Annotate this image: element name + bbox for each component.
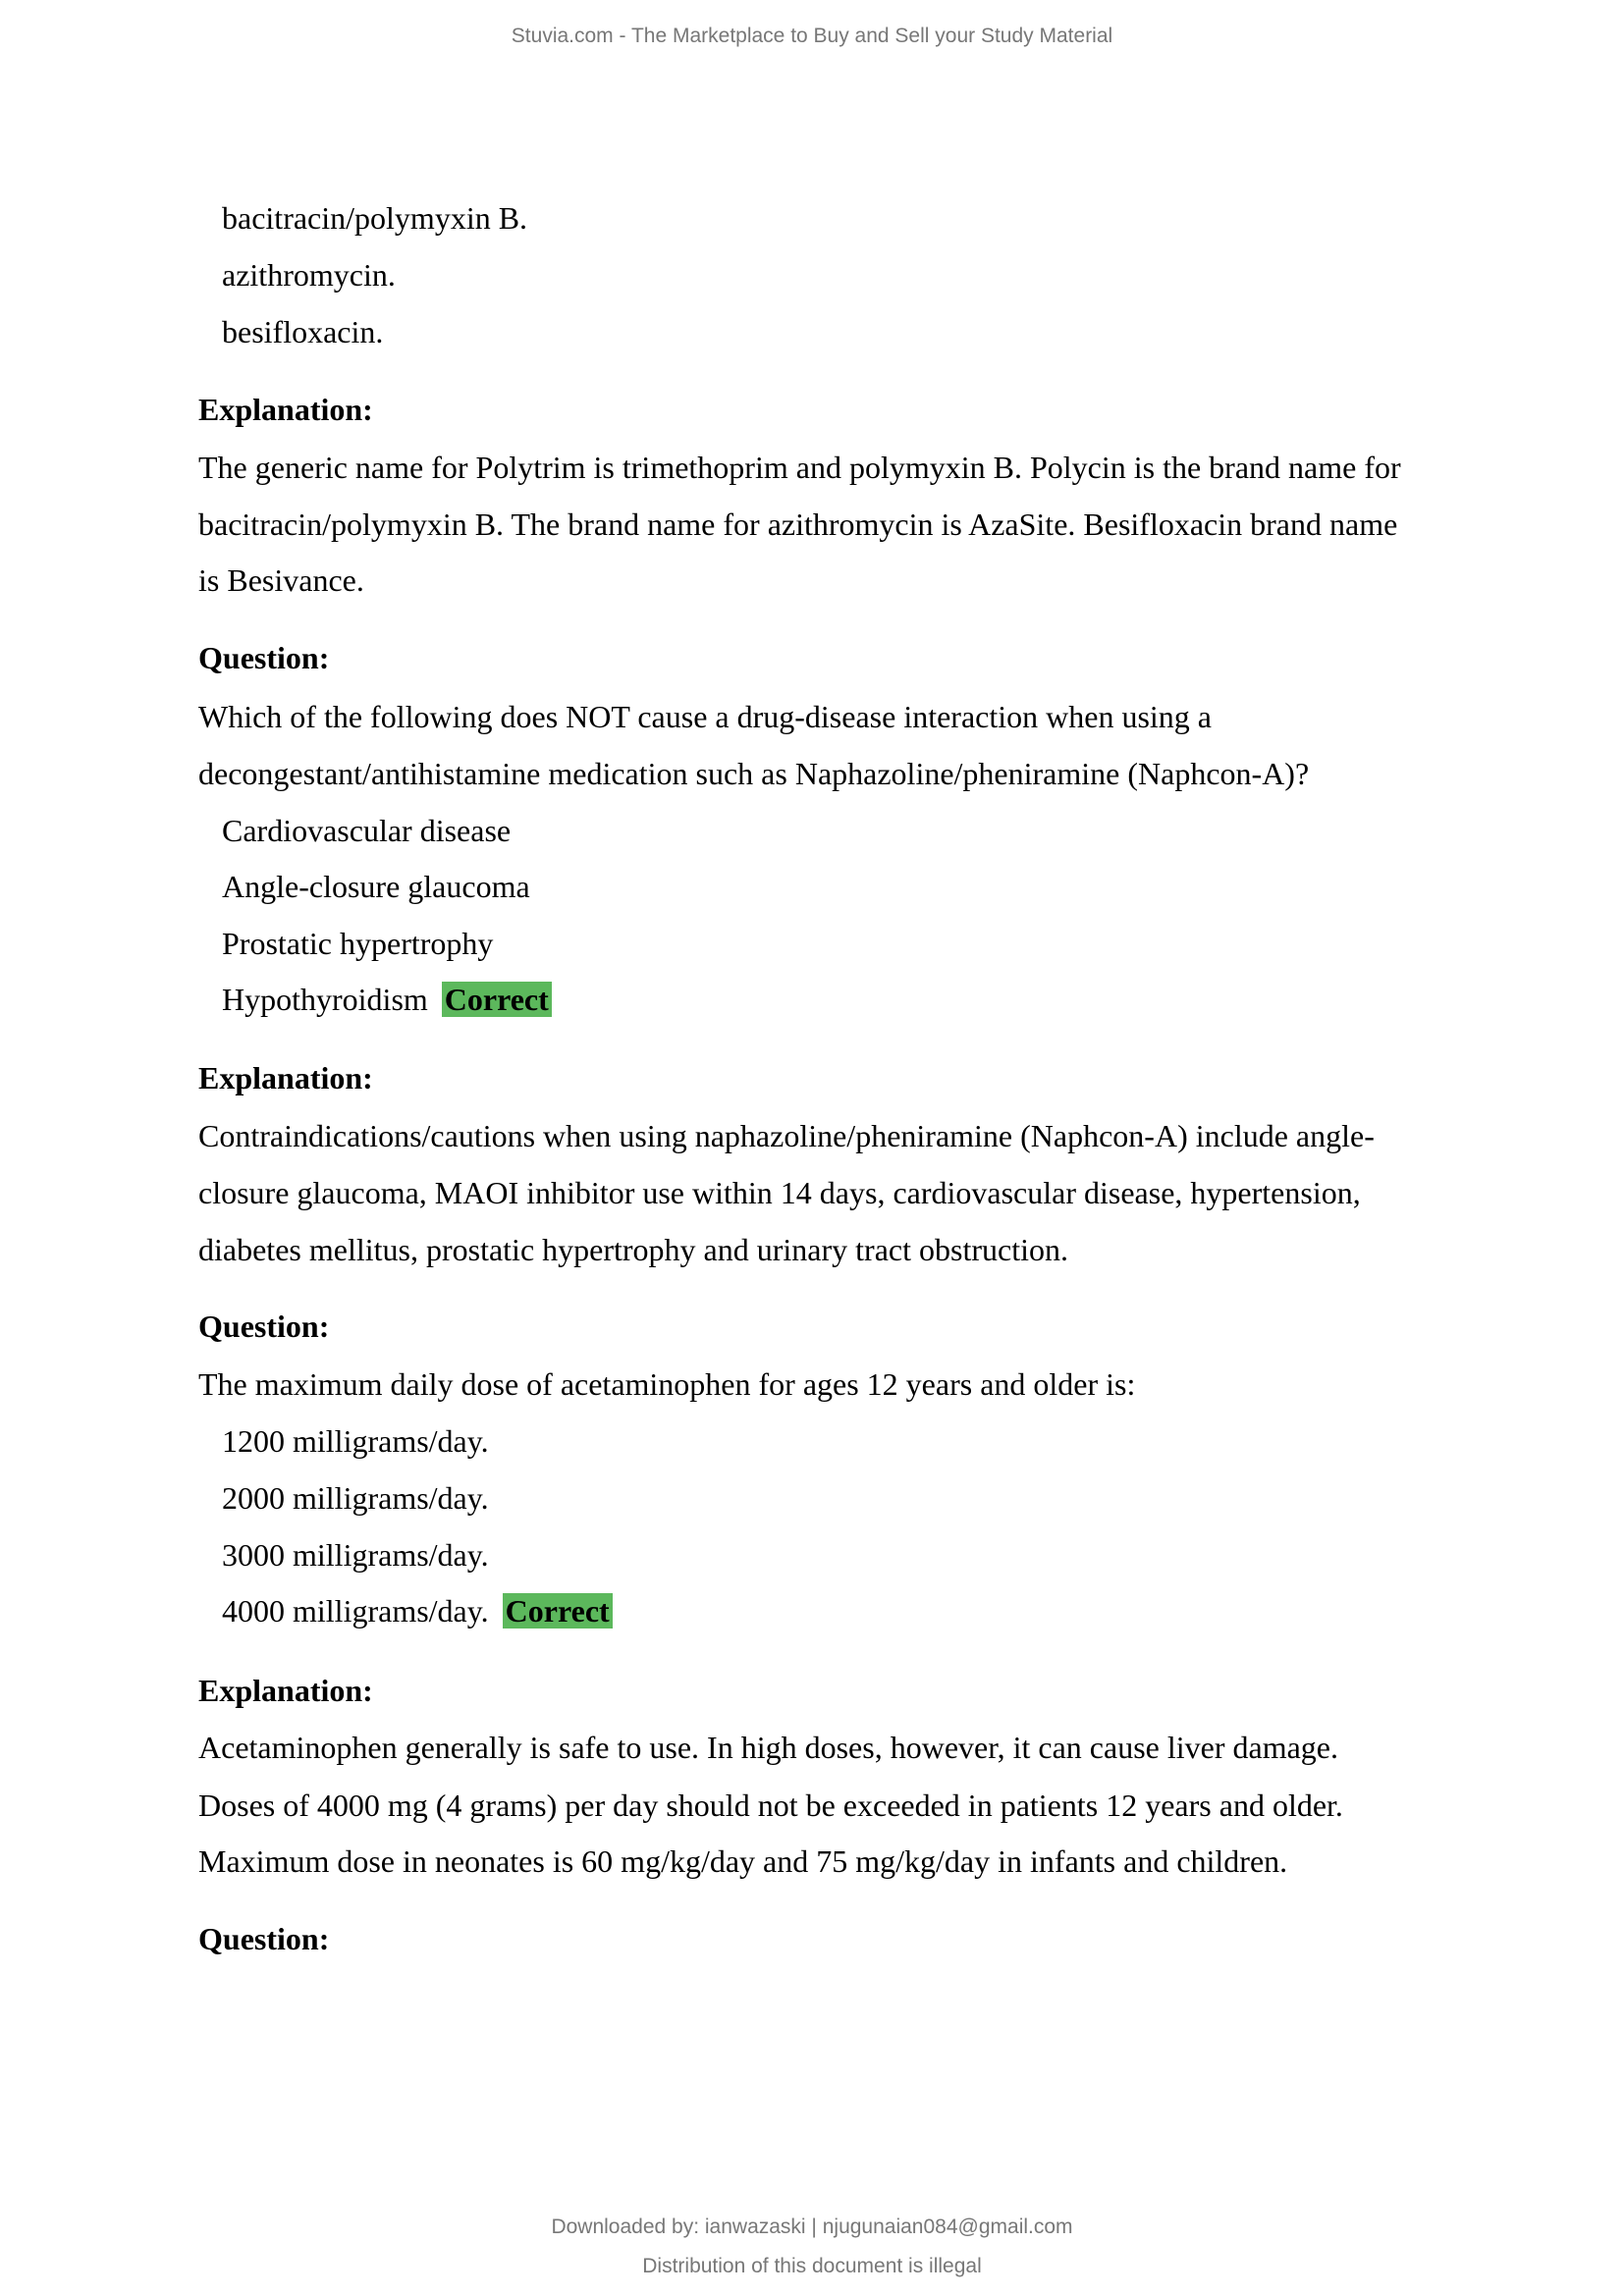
question-text: decongestant/antihistamine medication such as Naphazoline/pheniramine (Naphcon-A)? [198, 756, 1310, 791]
explanation-heading: Explanation: [198, 392, 373, 427]
explanation-heading: Explanation: [198, 1673, 373, 1708]
explanation-text: bacitracin/polymyxin B. The brand name for azithromycin is AzaSite. Besifloxacin brand name [198, 507, 1398, 542]
explanation-text: Maximum dose in neonates is 60 mg/kg/day and 75 mg/kg/day in infants and children. [198, 1843, 1288, 1879]
option: azithromycin. [222, 257, 396, 293]
option-text: 4000 milligrams/day. [222, 1593, 489, 1629]
question-text: The maximum daily dose of acetaminophen for ages 12 years and older is: [198, 1366, 1136, 1402]
footer-downloaded-by: Downloaded by: ianwazaski | njugunaian084@gmail.com [551, 2216, 1073, 2238]
option-correct [222, 1591, 613, 1630]
correct-badge: Correct [442, 982, 552, 1017]
page-header: Stuvia.com - The Marketplace to Buy and Sell your Study Material [511, 25, 1113, 47]
option: Angle-closure glaucoma [222, 869, 530, 904]
option: bacitracin/polymyxin B. [222, 200, 528, 236]
explanation-text: Acetaminophen generally is safe to use. In high doses, however, it can cause liver damage. [198, 1730, 1338, 1765]
option: 3000 milligrams/day. [222, 1537, 489, 1573]
option: 1200 milligrams/day. [222, 1423, 489, 1459]
explanation-text: diabetes mellitus, prostatic hypertrophy and urinary tract obstruction. [198, 1232, 1068, 1267]
explanation-heading: Explanation: [198, 1060, 373, 1095]
option-correct [222, 980, 552, 1019]
footer-notice: Distribution of this document is illegal [642, 2255, 982, 2277]
option: Cardiovascular disease [222, 813, 512, 848]
correct-badge: Correct [503, 1593, 613, 1629]
option: Prostatic hypertrophy [222, 926, 494, 961]
question-text: Which of the following does NOT cause a drug-disease interaction when using a [198, 699, 1212, 734]
explanation-text: closure glaucoma, MAOI inhibitor use within 14 days, cardiovascular disease, hypertension, [198, 1175, 1361, 1210]
option: 2000 milligrams/day. [222, 1480, 489, 1516]
option: besifloxacin. [222, 314, 384, 349]
option-text: Hypothyroidism [222, 982, 428, 1017]
explanation-text: is Besivance. [198, 562, 364, 598]
explanation-text: Contraindications/cautions when using naphazoline/pheniramine (Naphcon-A) include angle- [198, 1118, 1375, 1153]
question-heading: Question: [198, 1921, 330, 1956]
question-heading: Question: [198, 640, 330, 675]
question-heading: Question: [198, 1308, 330, 1344]
explanation-text: Doses of 4000 mg (4 grams) per day should not be exceeded in patients 12 years and older. [198, 1788, 1343, 1823]
explanation-text: The generic name for Polytrim is trimethoprim and polymyxin B. Polycin is the brand name for [198, 450, 1401, 485]
